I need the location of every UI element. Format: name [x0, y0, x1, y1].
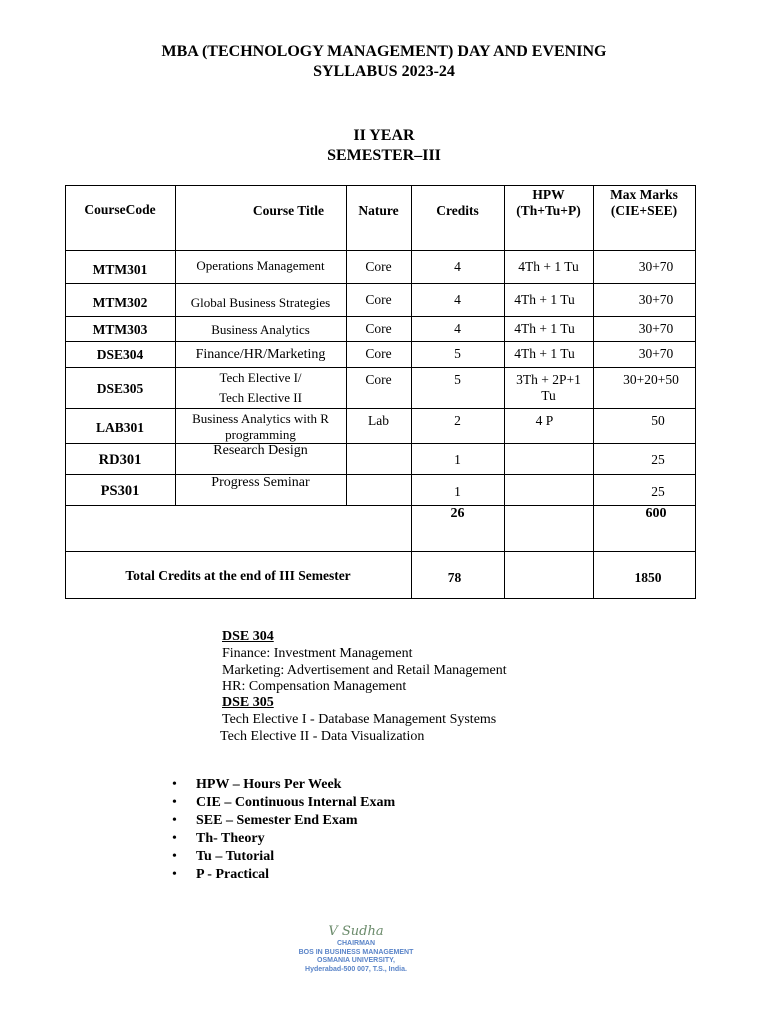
seal-line: CHAIRMAN — [336, 940, 376, 947]
header-nature: Nature — [358, 203, 399, 218]
dse304-marketing: Marketing: Advertisement and Retail Management — [222, 663, 507, 678]
subtotal-max-marks: 600 — [645, 506, 667, 521]
course-title: Operations Management — [196, 258, 325, 273]
course-nature: Lab — [368, 413, 389, 428]
course-hpw: 4Th + 1 Tu — [514, 292, 575, 307]
course-hpw: 3Th + 2P+1 — [516, 372, 581, 387]
course-credits: 1 — [454, 484, 461, 499]
dse305-elective1: Tech Elective I - Database Management Systems — [222, 712, 497, 727]
course-code: MTM302 — [92, 295, 148, 310]
course-nature: Core — [365, 259, 392, 274]
course-title: Tech Elective I/ — [219, 370, 302, 385]
seal-line: BOS IN BUSINESS MANAGEMENT — [298, 948, 414, 956]
header-course-title: Course Title — [252, 203, 325, 218]
total-credits-label: Total Credits at the end of III Semester — [125, 568, 351, 583]
table-rule — [593, 185, 594, 599]
course-code: RD301 — [98, 452, 142, 468]
header-course-code: CourseCode — [84, 202, 156, 217]
year-heading: II YEAR — [353, 127, 415, 144]
list-item: • P - Practical — [172, 866, 395, 884]
course-max-marks: 25 — [651, 452, 665, 467]
total-max-marks: 1850 — [634, 570, 662, 585]
header-hpw-detail: (Th+Tu+P) — [516, 203, 581, 218]
course-title: Finance/HR/Marketing — [195, 347, 326, 362]
header-credits: Credits — [436, 203, 479, 218]
course-max-marks: 30+20+50 — [623, 372, 679, 387]
course-credits: 1 — [454, 452, 461, 467]
list-item: • CIE – Continuous Internal Exam — [172, 794, 395, 812]
course-code: DSE304 — [96, 347, 144, 362]
table-rule — [65, 551, 696, 552]
course-hpw: 4 P — [535, 413, 554, 428]
table-border — [65, 185, 696, 186]
course-credits: 5 — [454, 372, 461, 387]
course-title-line2: programming — [225, 427, 296, 442]
header-max-marks-detail: (CIE+SEE) — [610, 203, 678, 218]
course-code: MTM303 — [92, 322, 148, 337]
course-max-marks: 30+70 — [638, 321, 674, 336]
table-rule — [65, 474, 696, 475]
course-hpw-line2: Tu — [541, 388, 556, 403]
course-max-marks: 50 — [651, 413, 665, 428]
header-hpw: HPW — [532, 187, 565, 202]
table-border — [695, 185, 696, 599]
dse304-finance: Finance: Investment Management — [222, 646, 413, 661]
seal-line: Hyderabad-500 007, T.S., India. — [305, 965, 407, 973]
course-title-line2: Tech Elective II — [219, 390, 302, 405]
semester-heading: SEMESTER–III — [327, 147, 441, 164]
list-item: • HPW – Hours Per Week — [172, 776, 395, 794]
table-rule — [65, 316, 696, 317]
course-title: Progress Seminar — [211, 475, 310, 490]
table-rule — [65, 283, 696, 284]
subtotal-credits: 26 — [450, 506, 465, 521]
table-rule — [65, 408, 696, 409]
course-credits: 4 — [454, 292, 461, 307]
course-max-marks: 30+70 — [638, 292, 674, 307]
course-credits: 5 — [454, 346, 461, 361]
chairman-seal — [288, 924, 424, 984]
course-max-marks: 30+70 — [638, 259, 674, 274]
dse305-heading: DSE 305 — [222, 695, 274, 710]
course-max-marks: 30+70 — [638, 346, 674, 361]
abbreviation-list — [172, 776, 395, 884]
seal-line: OSMANIA UNIVERSITY, — [317, 957, 395, 964]
dse304-hr: HR: Compensation Management — [222, 679, 407, 694]
course-nature: Core — [365, 292, 392, 307]
course-nature: Core — [365, 321, 392, 336]
course-title: Global Business Strategies — [190, 295, 331, 310]
course-credits: 4 — [454, 259, 461, 274]
course-code: DSE305 — [96, 381, 144, 396]
list-item: • Tu – Tutorial — [172, 848, 395, 866]
course-nature: Core — [365, 346, 392, 361]
course-max-marks: 25 — [651, 484, 665, 499]
course-credits: 2 — [454, 413, 461, 428]
document-title: MBA (TECHNOLOGY MANAGEMENT) DAY AND EVENING — [161, 43, 607, 60]
course-title: Research Design — [213, 443, 308, 458]
dse305-elective2: Tech Elective II - Data Visualization — [220, 729, 425, 744]
course-title: Business Analytics — [211, 322, 310, 337]
table-rule — [65, 367, 696, 368]
header-max-marks: Max Marks — [610, 187, 678, 202]
document-subtitle: SYLLABUS 2023-24 — [313, 63, 455, 80]
table-rule — [411, 185, 412, 599]
course-hpw: 4Th + 1 Tu — [514, 321, 575, 336]
table-rule — [65, 341, 696, 342]
list-item: • SEE – Semester End Exam — [172, 812, 395, 830]
course-code: LAB301 — [95, 420, 144, 435]
list-item: • Th- Theory — [172, 830, 395, 848]
course-code: PS301 — [100, 483, 140, 499]
table-rule — [65, 250, 696, 251]
dse304-heading: DSE 304 — [222, 629, 274, 644]
course-hpw: 4Th + 1 Tu — [514, 346, 575, 361]
signature: V Sudha — [328, 924, 384, 939]
total-credits: 78 — [447, 570, 462, 585]
course-nature: Core — [365, 372, 392, 387]
course-title: Business Analytics with R — [192, 411, 329, 426]
course-credits: 4 — [454, 321, 461, 336]
table-rule — [65, 443, 696, 444]
course-hpw: 4Th + 1 Tu — [518, 259, 579, 274]
course-code: MTM301 — [92, 262, 148, 277]
table-border — [65, 598, 696, 599]
